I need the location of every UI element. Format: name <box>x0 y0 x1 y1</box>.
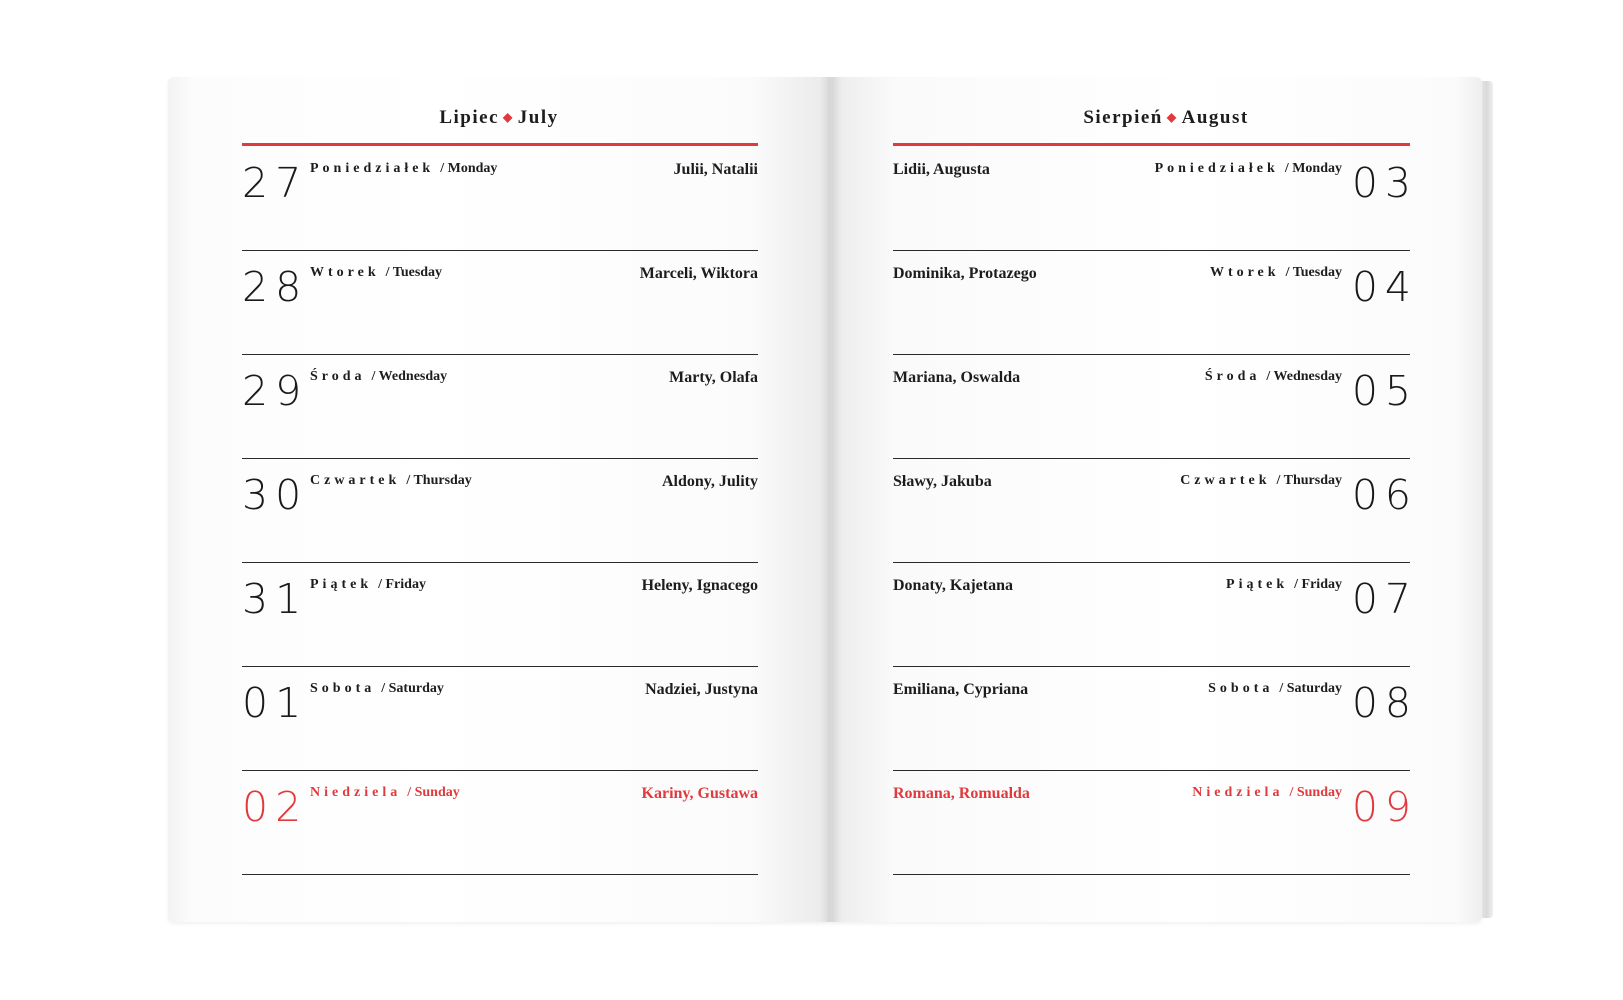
weekday-pl: Środa <box>310 369 366 384</box>
day-number: 01 <box>242 679 309 727</box>
weekday <box>1155 161 1342 177</box>
day-row <box>893 667 1418 771</box>
day-number: 04 <box>1351 263 1418 311</box>
weekday-pl: Poniedziałek <box>1154 161 1279 176</box>
name-days: Lidii, Augusta <box>893 161 990 178</box>
weekday <box>1180 473 1342 489</box>
day-number: 06 <box>1351 471 1418 519</box>
day-number: 09 <box>1351 783 1418 831</box>
name-days: Kariny, Gustawa <box>641 785 758 802</box>
weekday <box>310 473 472 489</box>
weekday <box>310 161 497 177</box>
weekday-pl: Niedziela <box>1192 785 1284 800</box>
weekday-en: / Saturday <box>381 681 444 696</box>
weekday-en: / Wednesday <box>1266 369 1342 384</box>
weekday-pl: Piątek <box>1226 577 1289 592</box>
name-days: Dominika, Protazego <box>893 265 1037 282</box>
day-row <box>242 771 758 875</box>
weekday-pl: Piątek <box>310 577 373 592</box>
weekday-pl: Niedziela <box>310 785 402 800</box>
weekday-en: / Sunday <box>407 785 460 800</box>
name-days: Sławy, Jakuba <box>893 473 992 490</box>
month-pl: Lipiec <box>439 107 500 128</box>
weekday <box>310 265 442 281</box>
weekday-en: / Friday <box>1294 577 1342 592</box>
weekday <box>310 681 444 697</box>
name-days: Romana, Romualda <box>893 785 1030 802</box>
day-divider <box>242 874 758 876</box>
diamond-icon: ◆ <box>1166 110 1178 124</box>
weekday <box>1192 785 1342 801</box>
day-number: 08 <box>1351 679 1418 727</box>
day-number: 03 <box>1351 159 1418 207</box>
day-row <box>893 355 1418 459</box>
left-page <box>168 77 830 922</box>
name-days: Marty, Olafa <box>669 369 758 386</box>
month-red-rule <box>242 143 758 146</box>
weekday-en: / Monday <box>1284 161 1342 176</box>
weekday-pl: Poniedziałek <box>310 161 435 176</box>
weekday-en: / Sunday <box>1289 785 1342 800</box>
weekday-en: / Wednesday <box>371 369 448 384</box>
name-days: Marceli, Wiktora <box>639 265 758 282</box>
month-en: August <box>1181 107 1249 128</box>
day-number: 07 <box>1351 575 1418 623</box>
day-number: 30 <box>242 471 309 519</box>
diamond-icon: ◆ <box>503 110 514 124</box>
day-row <box>242 667 758 771</box>
weekday-pl: Sobota <box>310 681 376 696</box>
day-row <box>893 563 1418 667</box>
weekday-en: / Friday <box>378 577 426 592</box>
weekday-en: / Thursday <box>1276 473 1342 488</box>
weekday-en: / Tuesday <box>385 265 443 280</box>
weekday <box>1226 577 1342 593</box>
right-page <box>830 77 1482 922</box>
day-row <box>893 147 1418 251</box>
day-number: 29 <box>242 367 309 415</box>
day-row <box>893 771 1418 875</box>
month-title-right <box>840 107 1492 129</box>
weekday-pl: Sobota <box>1208 681 1274 696</box>
weekday-pl: Czwartek <box>1180 473 1271 488</box>
day-number: 05 <box>1351 367 1418 415</box>
day-row <box>242 563 758 667</box>
weekday-pl: Czwartek <box>310 473 401 488</box>
weekday <box>1208 681 1342 697</box>
weekday-pl: Wtorek <box>310 265 380 280</box>
book-spine <box>820 77 842 922</box>
weekday-pl: Środa <box>1204 369 1261 384</box>
day-number: 02 <box>242 783 309 831</box>
weekday <box>310 369 447 385</box>
weekday <box>1205 369 1342 385</box>
month-en: July <box>517 107 559 128</box>
day-row <box>242 147 758 251</box>
day-row <box>893 459 1418 563</box>
name-days: Heleny, Ignacego <box>641 577 758 594</box>
day-row <box>893 251 1418 355</box>
name-days: Nadziei, Justyna <box>645 681 758 698</box>
weekday-en: / Monday <box>440 161 498 176</box>
day-number: 31 <box>242 575 309 623</box>
weekday <box>1210 265 1342 281</box>
weekday <box>310 577 426 593</box>
day-divider <box>893 874 1410 876</box>
name-days: Emiliana, Cypriana <box>893 681 1029 698</box>
day-row <box>242 459 758 563</box>
name-days: Aldony, Julity <box>661 473 758 490</box>
day-number: 28 <box>242 263 309 311</box>
day-row <box>242 355 758 459</box>
page-edge <box>1482 81 1493 918</box>
month-title-left <box>168 107 830 129</box>
weekday-en: / Thursday <box>406 473 472 488</box>
weekday <box>310 785 460 801</box>
name-days: Julii, Natalii <box>673 161 758 178</box>
name-days: Mariana, Oswalda <box>893 369 1021 386</box>
day-number: 27 <box>242 159 309 207</box>
month-pl: Sierpień <box>1083 107 1163 128</box>
day-row <box>242 251 758 355</box>
weekday-en: / Tuesday <box>1285 265 1342 280</box>
planner-book <box>168 77 1493 922</box>
name-days: Donaty, Kajetana <box>893 577 1013 594</box>
weekday-en: / Saturday <box>1279 681 1342 696</box>
month-red-rule <box>893 143 1410 146</box>
weekday-pl: Wtorek <box>1209 265 1280 280</box>
